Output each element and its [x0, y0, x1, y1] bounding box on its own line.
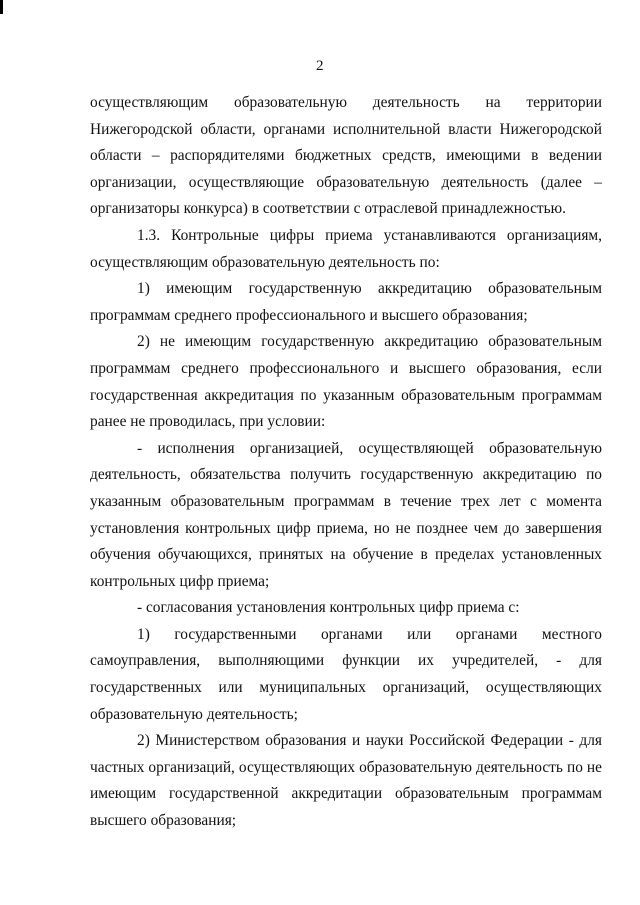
agreement-item-2: 2) Министерством образования и науки Российской Федерации - для частных организаций, осуществляющих образовательную деятельность по не имеющим государственной аккредитации образовательным программам высшего образования; [90, 732, 602, 830]
list-item-2: 2) не имеющим государственную аккредитацию образовательным программам среднего профессионального и высшего образования, если государственная аккредитация по указанным образовательным программам ранее не проводилась, при условии: [90, 333, 602, 431]
condition-item-agreement: - согласования установления контрольных цифр приема с: [137, 599, 520, 617]
paragraph-1-3: 1.3. Контрольные цифры приема устанавливаются организациям, осуществляющим образовательную деятельность по: [90, 226, 602, 271]
list-item-1: 1) имеющим государственную аккредитацию образовательным программам среднего профессионального и высшего образования; [90, 280, 602, 324]
document-body [90, 90, 602, 835]
page-number: 2 [316, 58, 324, 74]
agreement-item-1: 1) государственными органами или органами местного самоуправления, выполняющими функции их учредителей, - для государственных или муниципальных организаций, осуществляющих образовательную деятельность; [90, 625, 602, 723]
scan-edge-mark [0, 0, 3, 14]
paragraph-continuation: осуществляющим образовательную деятельность на территории Нижегородской области, органами исполнительной власти Нижегородской области – распорядителями бюджетных средств, имеющими в ведении организации, осуществляющие образовательную деятельность (далее – организаторы конкурса) в соответствии с отраслевой принадлежностью. [90, 94, 602, 218]
condition-item-execution: - исполнения организацией, осуществляющей образовательную деятельность, обязательства получить государственную аккредитацию по указанным образовательным программам в течение трех лет с момента установления контрольных цифр приема, но не позднее чем до завершения обучения обучающихся, принятых на обучение в пределах установленных контрольных цифр приема; [90, 439, 602, 590]
